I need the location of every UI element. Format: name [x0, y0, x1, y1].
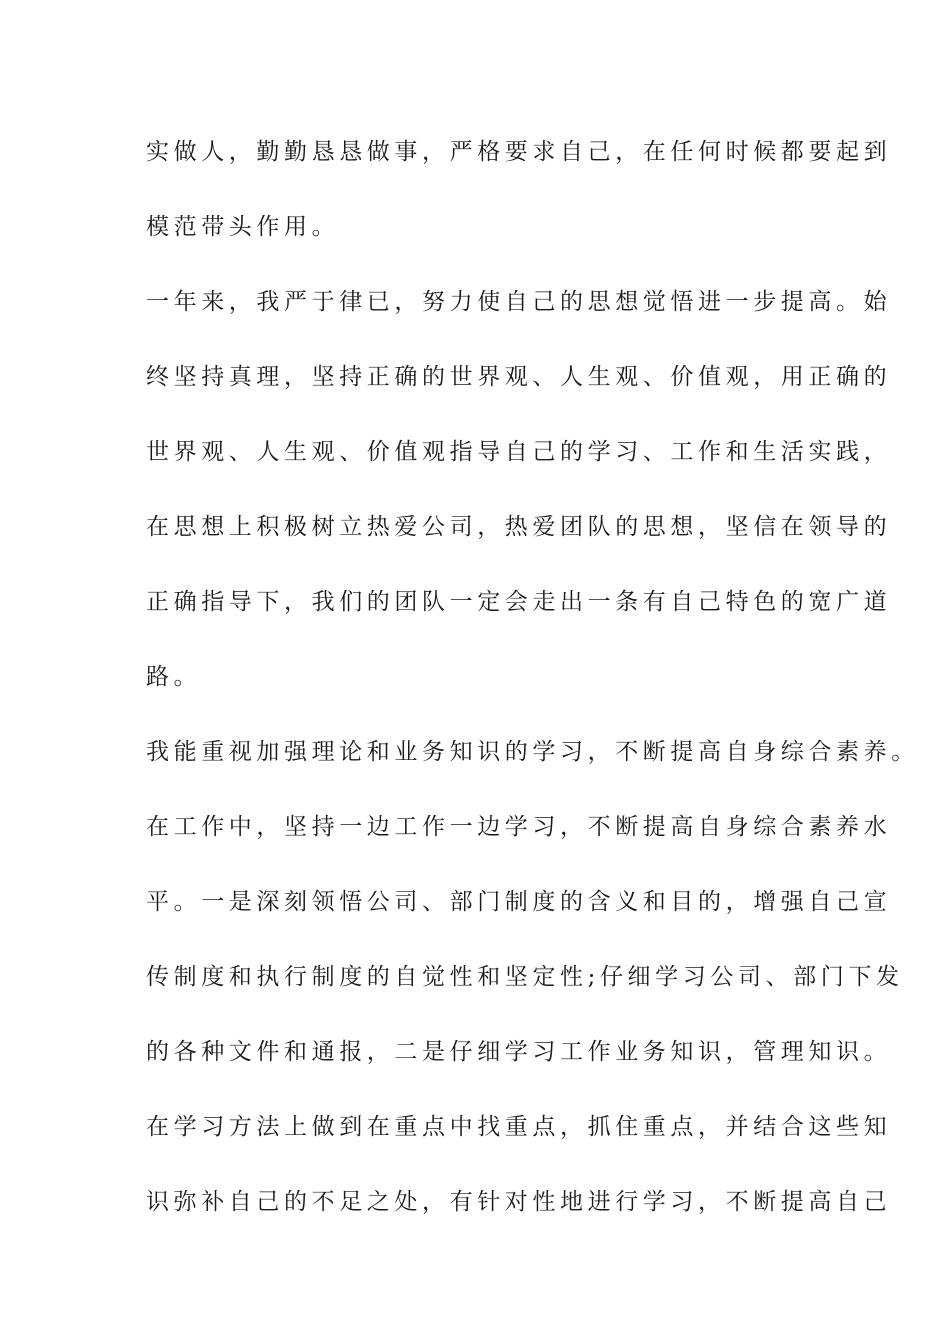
text-line: 在思想上积极树立热爱公司，热爱团队的思想，坚信在领导的	[146, 514, 892, 540]
text-line: 路。	[146, 664, 202, 690]
text-line: 一年来，我严于律已，努力使自己的思想觉悟进一步提高。始	[146, 289, 892, 315]
text-line: 在学习方法上做到在重点中找重点，抓住重点，并结合这些知	[146, 1114, 892, 1140]
text-line: 终坚持真理，坚持正确的世界观、人生观、价值观，用正确的	[146, 364, 892, 390]
text-line: 我能重视加强理论和业务知识的学习，不断提高自身综合素养。	[146, 739, 919, 765]
text-line: 在工作中，坚持一边工作一边学习，不断提高自身综合素养水	[146, 814, 892, 840]
text-line: 平。一是深刻领悟公司、部门制度的含义和目的，增强自己宣	[146, 889, 892, 915]
text-line: 识弥补自己的不足之处，有针对性地进行学习，不断提高自己	[146, 1189, 892, 1215]
text-line: 实做人，勤勤恳恳做事，严格要求自己，在任何时候都要起到	[146, 139, 892, 165]
text-line: 传制度和执行制度的自觉性和坚定性;仔细学习公司、部门下发	[146, 964, 904, 990]
text-line: 世界观、人生观、价值观指导自己的学习、工作和生活实践，	[146, 439, 892, 465]
text-line: 的各种文件和通报，二是仔细学习工作业务知识，管理知识。	[146, 1039, 892, 1065]
text-line: 正确指导下，我们的团队一定会走出一条有自己特色的宽广道	[146, 589, 892, 615]
text-line: 模范带头作用。	[146, 214, 340, 240]
